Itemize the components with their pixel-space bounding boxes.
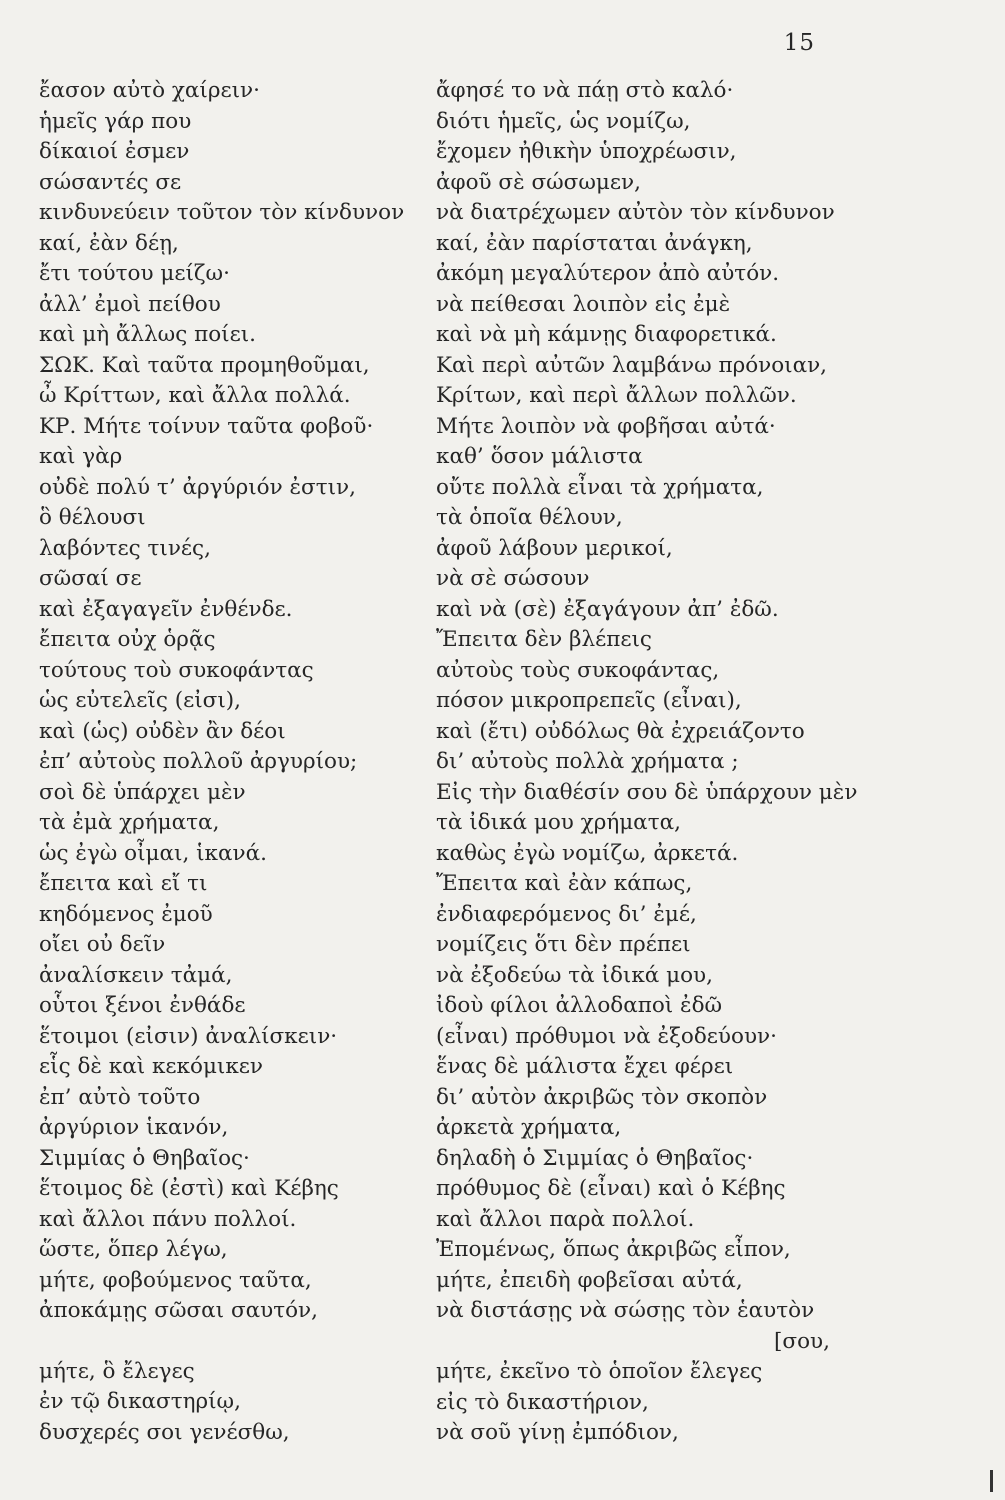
modern-text-line: νομίζεις ὅτι δὲν πρέπει	[436, 932, 691, 957]
modern-text-line: [σου,	[774, 1328, 830, 1354]
modern-text-line: δι’ αὐτὸν ἀκριβῶς τὸν σκοπὸν	[436, 1084, 768, 1110]
ancient-text-line	[39, 1327, 419, 1357]
modern-text-line: αὐτοὺς τοὺς συκοφάντας,	[436, 657, 720, 683]
ancient-text-line: τὰ ἐμὰ χρήματα,	[39, 810, 220, 835]
modern-text-line: Καὶ περὶ αὐτῶν λαμβάνω πρόνοιαν,	[436, 352, 828, 378]
modern-text-line: Εἰς τὴν διαθέσίν σου δὲ ὑπάρχουν μὲν	[436, 779, 858, 805]
ancient-text-line: ὡς ἐγὼ οἶμαι, ἱκανά.	[39, 840, 267, 866]
ancient-text-line: ὥστε, ὅπερ λέγω,	[39, 1237, 228, 1262]
modern-text-line: νὰ ἐξοδεύω τὰ ἰδικά μου,	[436, 962, 713, 988]
ancient-text-line: Σιμμίας ὁ Θηβαῖος·	[39, 1145, 250, 1171]
modern-text-line: μήτε, ἐκεῖνο τὸ ὁποῖον ἔλεγες	[436, 1359, 763, 1384]
modern-text-line: Ἔπειτα δὲν βλέπεις	[436, 627, 652, 652]
modern-text-line: καθ’ ὅσον μάλιστα	[436, 444, 643, 469]
modern-text-line: Κρίτων, καὶ περὶ ἄλλων πολλῶν.	[436, 383, 797, 408]
ancient-text-line: λαβόντες τινές,	[39, 535, 211, 561]
ancient-text-line: καὶ (ὡς) οὐδὲν ἂν δέοι	[39, 718, 286, 744]
ancient-text-line: ἀργύριον ἱκανόν,	[39, 1115, 229, 1140]
ancient-text-line: κηδόμενος ἐμοῦ	[39, 901, 213, 927]
modern-text-line: καὶ νὰ (σὲ) ἐξαγάγουν ἀπ’ ἐδῶ.	[436, 596, 779, 622]
ancient-text-line: ἐν τῷ δικαστηρίῳ,	[39, 1389, 241, 1414]
ancient-text-line: ἕτοιμος δὲ (ἐστὶ) καὶ Κέβης	[39, 1176, 339, 1201]
ancient-text-line: καὶ μὴ ἄλλως ποίει.	[39, 322, 256, 347]
edge-mark	[990, 1470, 993, 1492]
ancient-text-line: δυσχερές σοι γενέσθω,	[39, 1419, 290, 1445]
modern-text-line: νὰ πείθεσαι λοιπὸν εἰς ἐμὲ	[436, 291, 731, 317]
modern-text-line: (εἶναι) πρόθυμοι νὰ ἐξοδεύουν·	[436, 1023, 777, 1049]
modern-text-line: καὶ (ἔτι) οὐδόλως θὰ ἐχρειάζοντο	[436, 718, 805, 744]
ancient-text-line: καὶ ἄλλοι πάνυ πολλοί.	[39, 1206, 297, 1232]
modern-text-line: νὰ σοῦ γίνῃ ἐμπόδιον,	[436, 1420, 679, 1445]
modern-text-line: οὔτε πολλὰ εἶναι τὰ χρήματα,	[436, 474, 764, 500]
modern-text-line: ἀφοῦ λάβουν μερικοί,	[436, 535, 673, 561]
modern-text-line: καί, ἐὰν παρίσταται ἀνάγκη,	[436, 230, 753, 256]
modern-text-line: τὰ ἰδικά μου χρήματα,	[436, 810, 681, 835]
modern-text-line: νὰ σὲ σώσουν	[436, 566, 590, 591]
ancient-greek-column	[39, 76, 419, 1448]
ancient-text-line: ἀναλίσκειν τἀμά,	[39, 962, 233, 988]
ancient-text-line: μήτε, φοβούμενος ταῦτα,	[39, 1267, 312, 1293]
ancient-text-line: τούτους τοὺ συκοφάντας	[39, 657, 314, 683]
ancient-text-line: ἀλλ’ ἐμοὶ πείθου	[39, 291, 221, 317]
ancient-text-line: ἔπειτα οὐχ ὁρᾷς	[39, 627, 216, 652]
ancient-text-line: καὶ γὰρ	[39, 444, 123, 469]
modern-text-line: ἰδοὺ φίλοι ἀλλοδαποὶ ἐδῶ	[436, 993, 723, 1018]
modern-text-line: καθὼς ἐγὼ νομίζω, ἀρκετά.	[436, 840, 739, 866]
ancient-text-line: ἔπειτα καὶ εἴ τι	[39, 871, 208, 896]
ancient-text-line: ἐπ’ αὐτὸ τοῦτο	[39, 1084, 201, 1110]
ancient-text-line: ὦ Κρίττων, καὶ ἄλλα πολλά.	[39, 383, 351, 408]
modern-text-line: καὶ ἄλλοι παρὰ πολλοί.	[436, 1206, 695, 1232]
ancient-text-line: μήτε, ὃ ἔλεγες	[39, 1358, 195, 1384]
ancient-text-line: ἔτι τούτου μείζω·	[39, 261, 230, 286]
modern-text-line: ἀρκετὰ χρήματα,	[436, 1115, 622, 1140]
ancient-text-line: ὡς εὐτελεῖς (εἰσι),	[39, 688, 242, 713]
modern-text-line: εἰς τὸ δικαστήριον,	[436, 1389, 649, 1415]
modern-text-line: νὰ διατρέχωμεν αὐτὸν τὸν κίνδυνον	[436, 200, 835, 225]
ancient-text-line: δίκαιοί ἐσμεν	[39, 139, 190, 164]
ancient-text-line: κινδυνεύειν τοῦτον τὸν κίνδυνον	[39, 200, 405, 225]
ancient-text-line: εἷς δὲ καὶ κεκόμικεν	[39, 1054, 263, 1079]
modern-text-line: ἄφησέ το νὰ πάῃ στὸ καλό·	[436, 78, 734, 103]
modern-text-line: Μήτε λοιπὸν νὰ φοβῆσαι αὐτά·	[436, 413, 776, 439]
modern-text-line: πρόθυμος δὲ (εἶναι) καὶ ὁ Κέβης	[436, 1176, 786, 1201]
ancient-text-line: ὃ θέλουσι	[39, 505, 146, 530]
modern-text-line: δηλαδὴ ὁ Σιμμίας ὁ Θηβαῖος·	[436, 1145, 754, 1171]
modern-text-line: ἐνδιαφερόμενος δι’ ἐμέ,	[436, 901, 697, 927]
modern-text-line: ἕνας δὲ μάλιστα ἔχει φέρει	[436, 1054, 734, 1079]
ancient-text-line: ΚΡ. Μήτε τοίνυν ταῦτα φοβοῦ·	[39, 413, 374, 439]
ancient-text-line: οὗτοι ξένοι ἐνθάδε	[39, 993, 246, 1018]
ancient-text-line: ἀποκάμῃς σῶσαι σαυτόν,	[39, 1298, 318, 1323]
ancient-text-line: οἴει οὐ δεῖν	[39, 932, 166, 957]
modern-text-line: Ἔπειτα καὶ ἐὰν κάπως,	[436, 871, 693, 896]
ancient-text-line: σώσαντές σε	[39, 169, 182, 195]
modern-greek-column	[436, 76, 856, 1449]
ancient-text-line: ἡμεῖς γάρ που	[39, 108, 192, 134]
modern-text-line: ἔχομεν ἠθικὴν ὑποχρέωσιν,	[436, 139, 737, 164]
ancient-text-line: σοὶ δὲ ὑπάρχει μὲν	[39, 779, 246, 805]
ancient-text-line: καί, ἐὰν δέῃ,	[39, 230, 179, 256]
modern-text-line: μήτε, ἐπειδὴ φοβεῖσαι αὐτά,	[436, 1267, 743, 1293]
modern-text-line: ἀκόμη μεγαλύτερον ἀπὸ αὐτόν.	[436, 261, 780, 286]
modern-text-line: νὰ διστάσῃς νὰ σώσῃς τὸν ἑαυτὸν	[436, 1298, 815, 1323]
modern-text-line: τὰ ὁποῖα θέλουν,	[436, 505, 623, 530]
ancient-text-line: ἕτοιμοι (εἰσιν) ἀναλίσκειν·	[39, 1023, 338, 1049]
modern-text-line: δι’ αὐτοὺς πολλὰ χρήματα ;	[436, 749, 739, 774]
modern-text-line: Ἐπομένως, ὅπως ἀκριβῶς εἶπον,	[436, 1237, 791, 1262]
ancient-text-line: καὶ ἐξαγαγεῖν ἐνθένδε.	[39, 596, 293, 622]
modern-text-line: ἀφοῦ σὲ σώσωμεν,	[436, 169, 641, 195]
ancient-text-line: σῶσαί σε	[39, 566, 142, 591]
modern-text-line: καὶ νὰ μὴ κάμνῃς διαφορετικά.	[436, 322, 777, 347]
ancient-text-line: ἔασον αὐτὸ χαίρειν·	[39, 78, 260, 103]
ancient-text-line: ἐπ’ αὐτοὺς πολλοῦ ἀργυρίου;	[39, 749, 358, 774]
modern-text-line: πόσον μικροπρεπεῖς (εἶναι),	[436, 688, 742, 713]
ancient-text-line: οὐδὲ πολύ τ’ ἀργύριόν ἐστιν,	[39, 474, 356, 500]
ancient-text-line: ΣΩΚ. Καὶ ταῦτα προμηθοῦμαι,	[39, 352, 370, 378]
page-number: 15	[783, 30, 815, 56]
modern-text-line: διότι ἡμεῖς, ὡς νομίζω,	[436, 108, 691, 134]
